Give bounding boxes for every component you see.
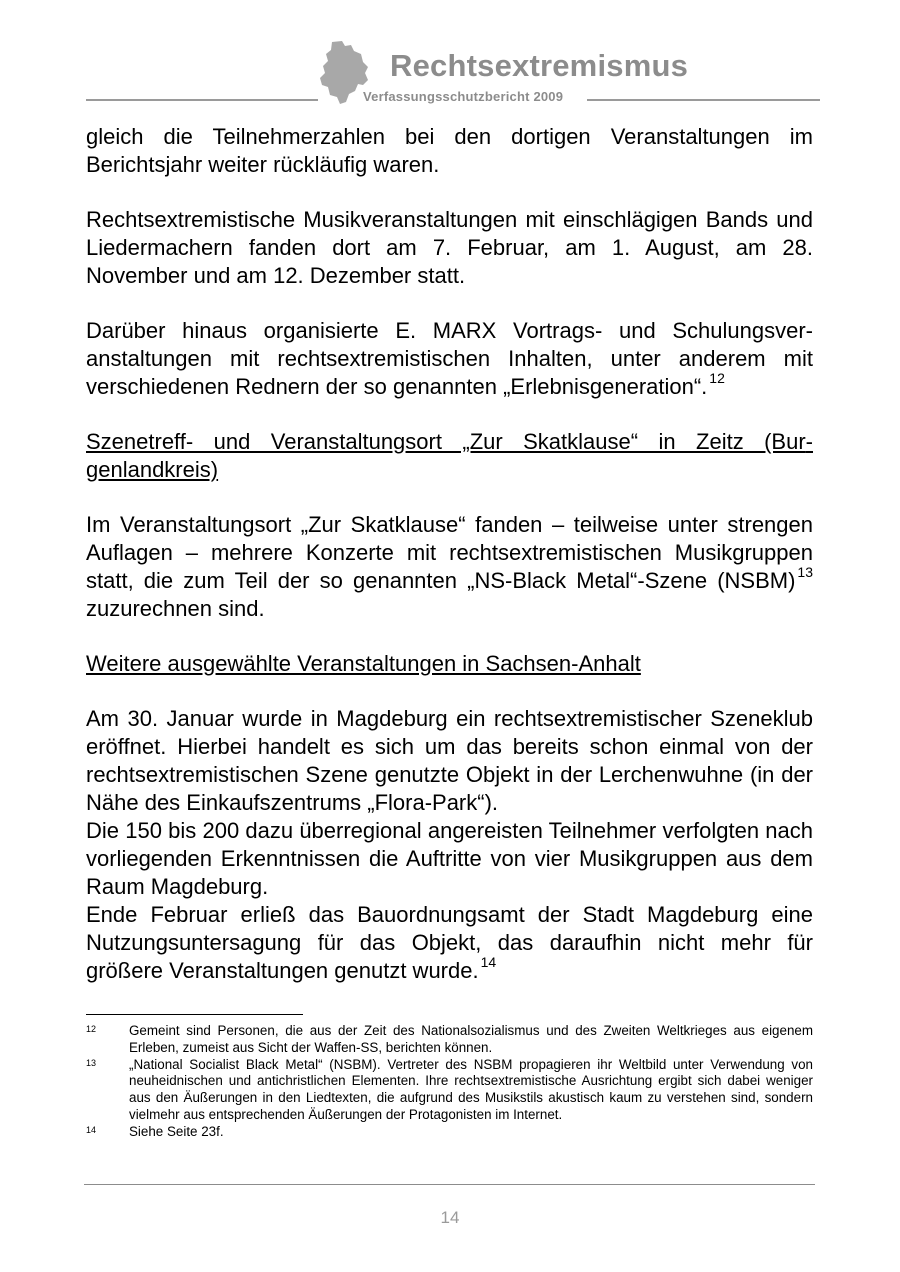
footnote-text: „National Socialist Black Metal“ (NSBM). Vertreter des NSBM propagieren ihr Weltbild unter Verwendung von neuheidnischen und antichristlichen Elementen. Ihre rechtsextremistische Ausrichtung ergibt sich dabei weniger aus den Äußerungen in den Liedtexten, die aufgrund des Musikstils akustisch kaum zu verstehen sind, sondern vielmehr aus entsprechenden Äußerungen der Protagonisten im Internet. (129, 1056, 813, 1122)
footnote-number: 13 (86, 1057, 97, 1068)
paragraph-3-text: Darüber hinaus organisierte E. MARX Vortrags- und Schulungsveranstaltungen mit rechtsextremistischen Inhalten, unter anderem mit verschiedenen Rednern der so genannten „Erlebnisgeneration“. (86, 318, 813, 399)
paragraph-3 (86, 317, 813, 401)
footnotes (86, 1023, 813, 1141)
footnote-13 (86, 1057, 813, 1124)
footnote-ref-13[interactable]: 13 (797, 563, 813, 580)
footnote-text: Siehe Seite 23f. (129, 1123, 224, 1139)
footnote-ref-12[interactable]: 12 (709, 369, 725, 386)
paragraph-2: Rechtsextremistische Musikveranstaltungen mit einschlägigen Bands und Liedermachern fanden dort am 7. Februar, am 1. August, am 28. November und am 12. Dezember statt. (86, 207, 813, 288)
paragraph-5: Am 30. Januar wurde in Magdeburg ein rechtsextremistischer Szeneklub eröffnet. Hierbei handelt es sich um das bereits schon einmal von der rechtsextremistischen Szene genutzte Objekt in der Lerchenwuhne (in der Nähe des Einkaufszentrums „Flora-Park“). (86, 706, 813, 815)
footnote-number: 12 (86, 1024, 97, 1034)
body-text (86, 123, 813, 985)
header-subtitle: Verfassungsschutzbericht 2009 (363, 89, 564, 104)
paragraph-4 (86, 511, 813, 623)
page-number: 14 (440, 1208, 460, 1227)
paragraph-4-tail: zuzurechnen sind. (86, 596, 265, 621)
footnote-14 (86, 1124, 813, 1141)
header-rule-left (86, 99, 318, 101)
paragraph-7-text: Ende Februar erließ das Bauordnungsamt der Stadt Magdeburg eine Nutzungsuntersagung für das Objekt, das daraufhin nicht mehr für größere Veranstaltungen genutzt wurde. (86, 902, 813, 983)
section-heading-sachsen-anhalt: Weitere ausgewählte Veranstaltungen in Sachsen-Anhalt (86, 651, 641, 676)
header-title: Rechtsextremismus (390, 48, 689, 83)
footnote-rule (86, 1014, 303, 1015)
footnote-text: Gemeint sind Personen, die aus der Zeit des Nationalsozialismus und des Zweiten Weltkrieges aus eigenem Erleben, zumeist aus Sicht der Waffen-SS, berichten können. (129, 1023, 813, 1055)
paragraph-1: gleich die Teilnehmerzahlen bei den dortigen Veranstaltungen im Berichtsjahr weiter rückläufig waren. (86, 124, 813, 177)
paragraph-6: Die 150 bis 200 dazu überregional angereisten Teilnehmer verfolgten nach vorliegenden Erkenntnissen die Auftritte von vier Musikgruppen aus dem Raum Magdeburg. (86, 818, 813, 899)
footnote-12 (86, 1023, 813, 1057)
footnote-ref-14[interactable]: 14 (480, 953, 497, 970)
section-heading-skatklause: Szenetreff- und Veranstaltungsort „Zur Skatklause“ in Zeitz (Burgenlandkreis) (86, 429, 813, 482)
paragraph-4-text: Im Veranstaltungsort „Zur Skatklause“ fanden – teilweise unter strengen Auflagen – mehrere Konzerte mit rechtsextremistischen Musikgruppen statt, die zum Teil der so genannten „NS-Black Metal“-Szene (NSBM) (86, 512, 813, 593)
footnote-number: 14 (86, 1124, 97, 1135)
header-rule-right (587, 99, 820, 101)
footer-rule (84, 1184, 815, 1185)
paragraph-7 (86, 901, 813, 985)
